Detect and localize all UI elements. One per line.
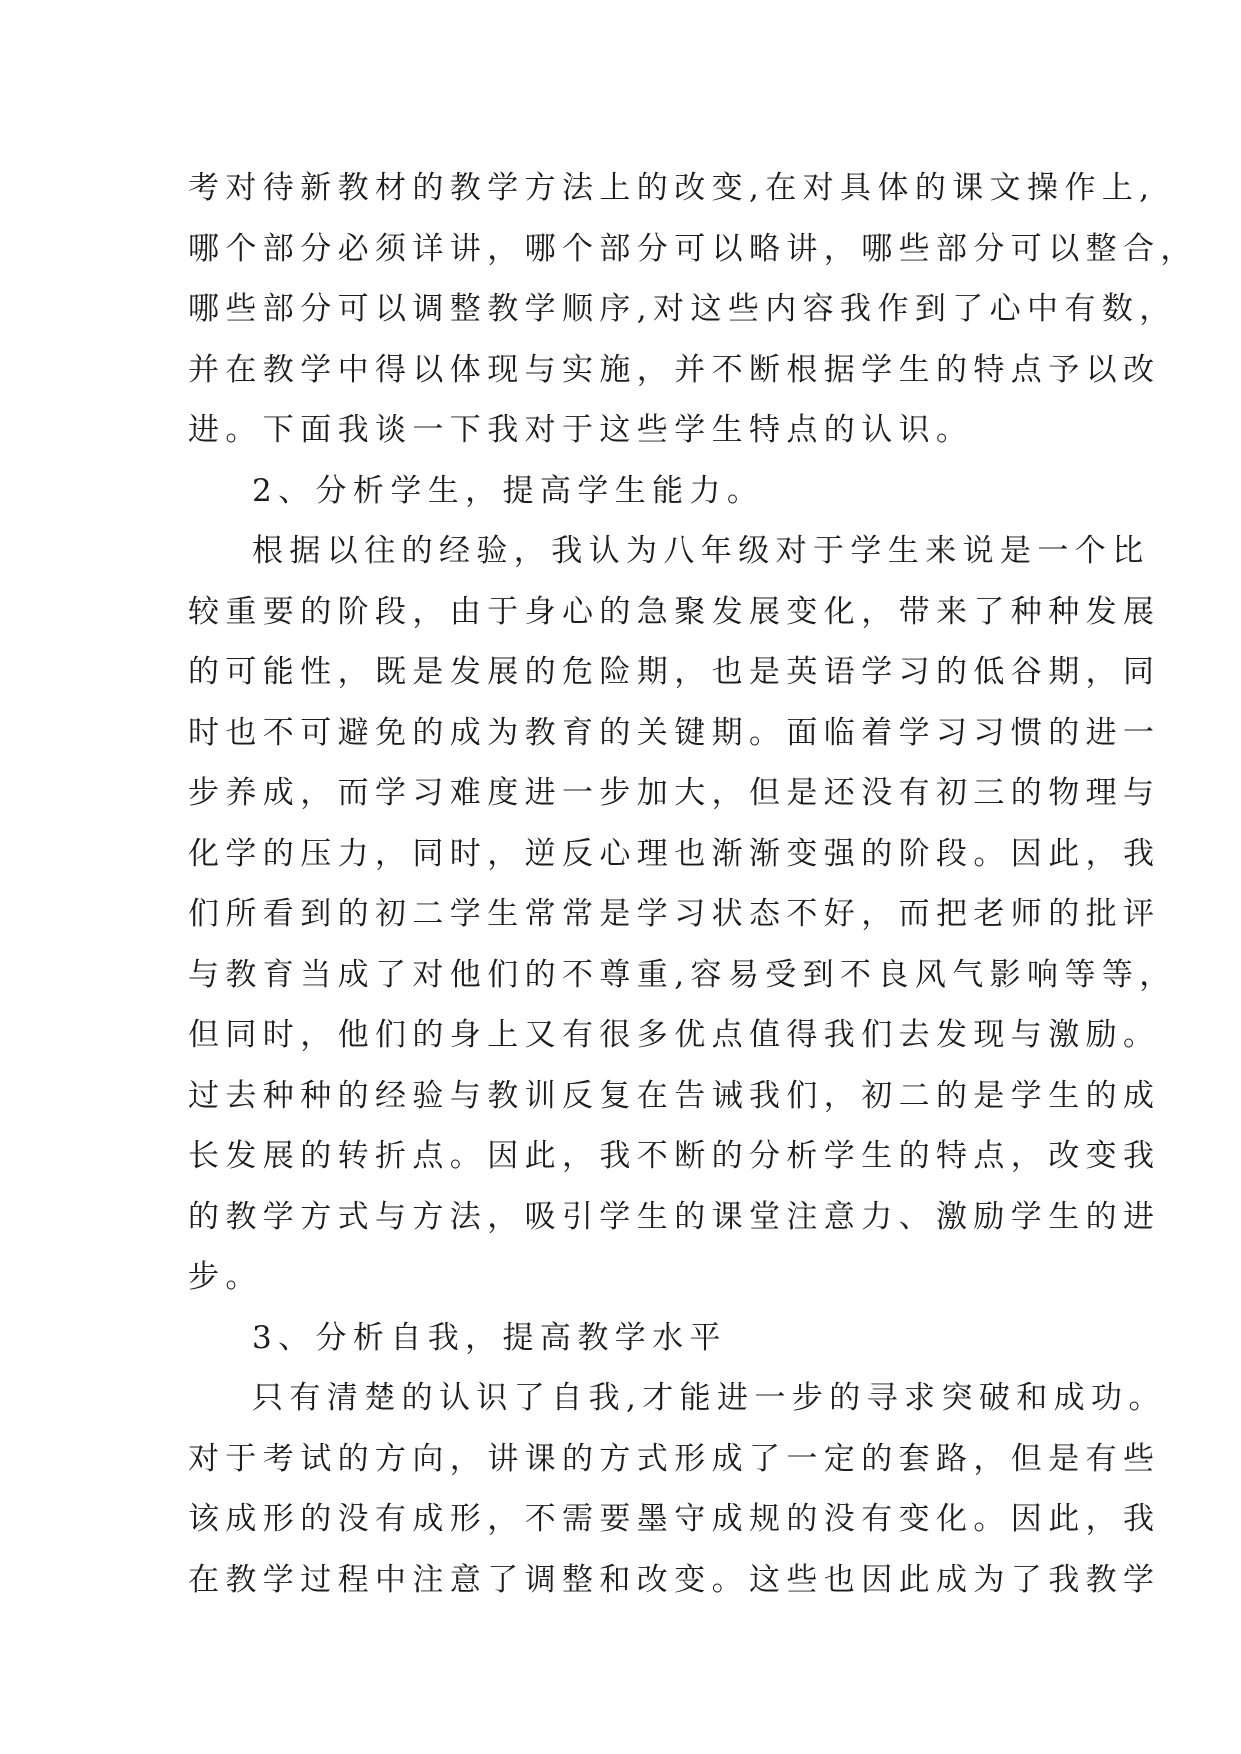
text-line: 的可能性，既是发展的危险期，也是英语学习的低谷期，同 <box>188 654 1161 690</box>
text-line: 该成形的没有成形，不需要墨守成规的没有变化。因此，我 <box>188 1501 1161 1537</box>
text-line: 化学的压力，同时，逆反心理也渐渐变强的阶段。因此，我 <box>188 835 1161 872</box>
text-line: 对于考试的方向，讲课的方式形成了一定的套路，但是有些 <box>188 1440 1161 1477</box>
text-line: 考对待新教材的教学方法上的改变,在对具体的课文操作上, <box>188 170 1156 206</box>
text-line: 步养成，而学习难度进一步加大，但是还没有初三的物理与 <box>188 775 1161 811</box>
text-line: 时也不可避免的成为教育的关键期。面临着学习习惯的进一 <box>188 714 1161 751</box>
text-line: 但同时，他们的身上又有很多优点值得我们去发现与激励。 <box>188 1017 1161 1053</box>
text-line: 哪个部分必须详讲，哪个部分可以略讲，哪些部分可以整合， <box>188 230 1198 267</box>
text-line: 进。下面我谈一下我对于这些学生特点的认识。 <box>188 412 974 448</box>
text-line: 并在教学中得以体现与实施，并不断根据学生的特点予以改 <box>188 351 1161 388</box>
text-line: 们所看到的初二学生常常是学习状态不好，而把老师的批评 <box>188 896 1161 932</box>
text-line: 根据以往的经验，我认为八年级对于学生来说是一个比 <box>252 533 1150 569</box>
text-line: 较重要的阶段，由于身心的急聚发展变化，带来了种种发展 <box>188 593 1161 630</box>
text-line: 哪些部分可以调整教学顺序,对这些内容我作到了心中有数， <box>188 291 1177 327</box>
text-line: 过去种种的经验与教训反复在告诫我们，初二的是学生的成 <box>188 1077 1161 1114</box>
text-line: 只有清楚的认识了自我,才能进一步的寻求突破和成功。 <box>252 1380 1166 1416</box>
text-line: 3、分析自我，提高教学水平 <box>252 1319 727 1356</box>
text-line: 步。 <box>188 1259 263 1295</box>
document-body <box>188 158 1198 1610</box>
text-line: 的教学方式与方法，吸引学生的课堂注意力、激励学生的进 <box>188 1198 1161 1235</box>
text-line: 在教学过程中注意了调整和改变。这些也因此成为了我教学 <box>188 1561 1161 1598</box>
text-line: 长发展的转折点。因此，我不断的分析学生的特点，改变我 <box>188 1138 1161 1174</box>
text-line: 与教育当成了对他们的不尊重,容易受到不良风气影响等等， <box>188 956 1177 993</box>
text-line: 2、分析学生，提高学生能力。 <box>252 472 765 509</box>
